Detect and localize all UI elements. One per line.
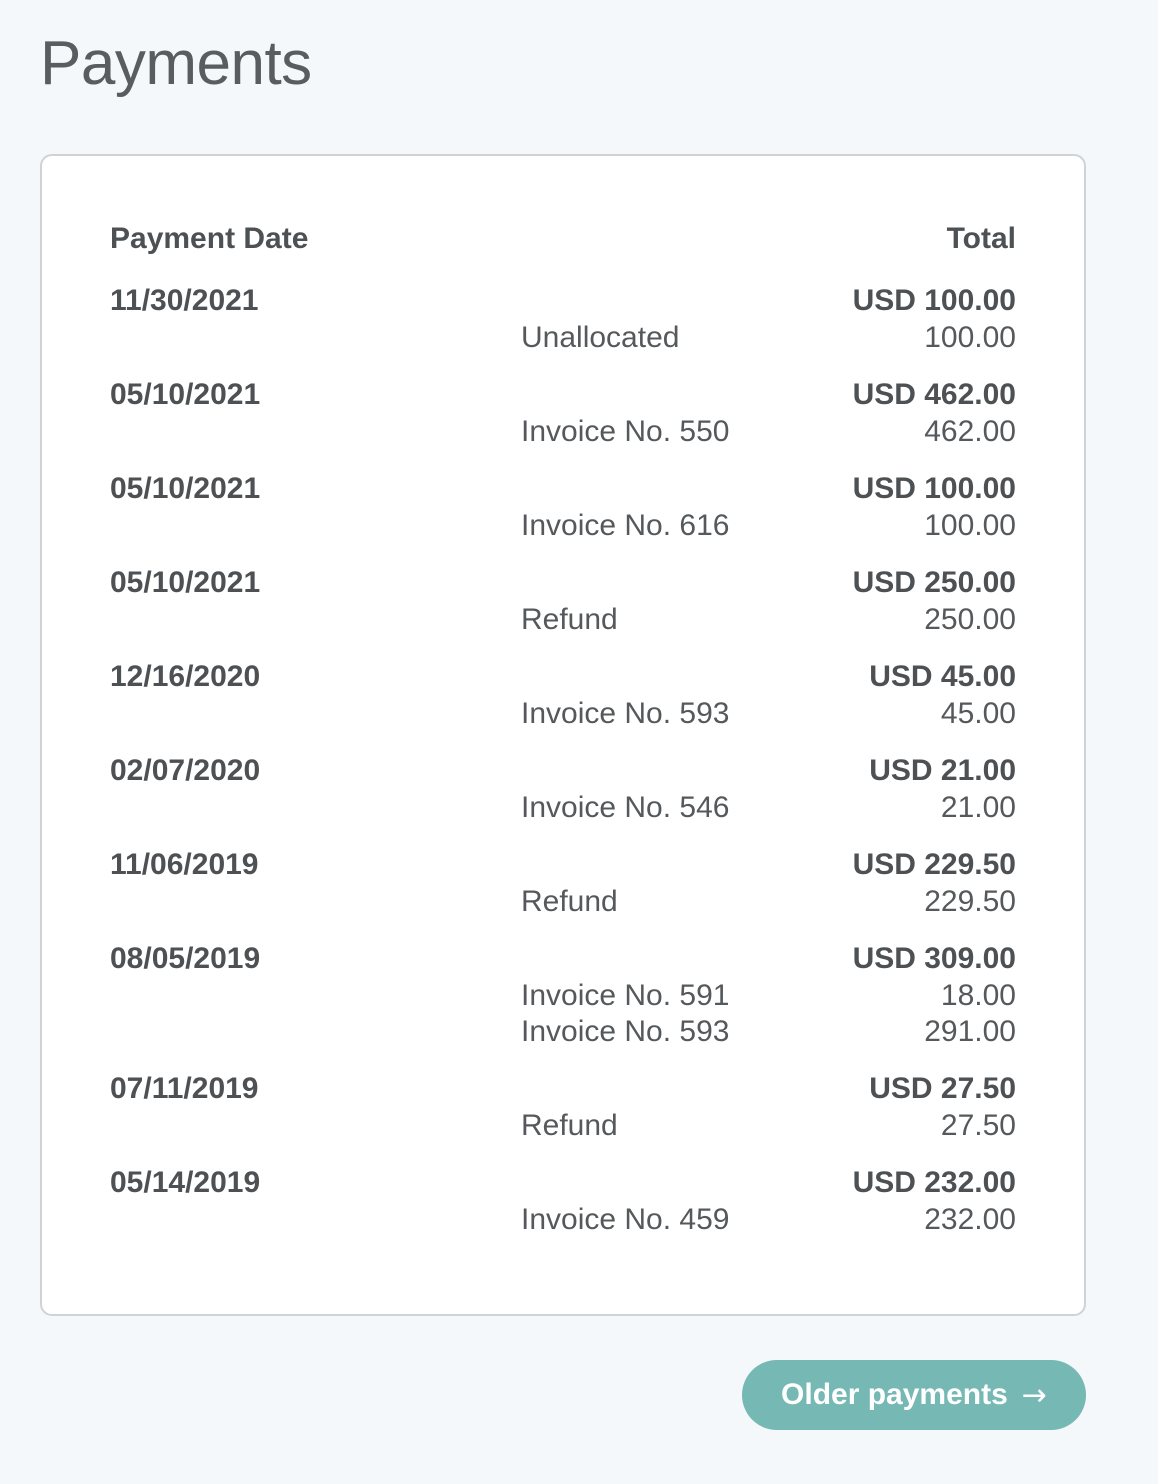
allocation-row [110, 320, 1016, 356]
payment-row [110, 752, 1016, 826]
allocation-amount: 45.00 [940, 697, 1016, 730]
allocation-label: Unallocated [521, 321, 680, 354]
payment-total: USD 309.00 [852, 942, 1016, 975]
payment-row [110, 376, 1016, 450]
allocation-amount: 100.00 [924, 509, 1016, 542]
allocation-label: Invoice No. 546 [521, 791, 730, 824]
payment-summary [110, 470, 1016, 508]
allocation-row [110, 790, 1016, 826]
allocation-amount: 232.00 [924, 1203, 1016, 1236]
payment-row [110, 564, 1016, 638]
payment-date: 11/06/2019 [110, 848, 259, 881]
allocation-amount: 18.00 [940, 979, 1016, 1012]
allocation-amount: 250.00 [924, 603, 1016, 636]
payments-table [110, 222, 1016, 1258]
allocation-label: Refund [521, 1109, 618, 1142]
payment-total: USD 462.00 [852, 378, 1016, 411]
payment-row [110, 282, 1016, 356]
payment-summary [110, 282, 1016, 320]
allocation-row [110, 602, 1016, 638]
payment-total: USD 250.00 [852, 566, 1016, 599]
allocation-amount: 229.50 [924, 885, 1016, 918]
allocation-row [110, 508, 1016, 544]
payment-date: 05/10/2021 [110, 566, 261, 599]
payment-row [110, 1164, 1016, 1238]
payment-summary [110, 658, 1016, 696]
payment-row [110, 658, 1016, 732]
header-total: Total [946, 222, 1016, 255]
payment-date: 08/05/2019 [110, 942, 261, 975]
older-payments-button[interactable] [742, 1360, 1086, 1430]
allocation-amount: 21.00 [940, 791, 1016, 824]
allocation-label: Refund [521, 603, 618, 636]
older-payments-label: Older payments [781, 1378, 1008, 1411]
payment-date: 11/30/2021 [110, 284, 259, 317]
payment-summary [110, 940, 1016, 978]
payment-total: USD 21.00 [869, 754, 1016, 787]
allocation-label: Invoice No. 591 [521, 979, 730, 1012]
payments-list [110, 282, 1016, 1238]
payment-total: USD 229.50 [852, 848, 1016, 881]
payment-date: 05/10/2021 [110, 472, 261, 505]
allocation-row [110, 1108, 1016, 1144]
payment-total: USD 27.50 [869, 1072, 1016, 1105]
allocation-row [110, 884, 1016, 920]
table-header [110, 222, 1016, 262]
allocation-amount: 462.00 [924, 415, 1016, 448]
allocation-row [110, 696, 1016, 732]
allocation-label: Invoice No. 616 [521, 509, 730, 542]
payment-total: USD 100.00 [852, 284, 1016, 317]
allocation-label: Refund [521, 885, 618, 918]
payment-row [110, 940, 1016, 1050]
payment-total: USD 232.00 [852, 1166, 1016, 1199]
allocation-amount: 27.50 [940, 1109, 1016, 1142]
payment-summary [110, 1164, 1016, 1202]
payment-total: USD 45.00 [869, 660, 1016, 693]
payment-date: 02/07/2020 [110, 754, 261, 787]
payment-summary [110, 752, 1016, 790]
header-payment-date: Payment Date [110, 222, 309, 255]
payment-date: 05/10/2021 [110, 378, 261, 411]
allocation-row [110, 978, 1016, 1014]
payment-date: 07/11/2019 [110, 1072, 259, 1105]
allocation-label: Invoice No. 593 [521, 1015, 730, 1048]
payment-date: 12/16/2020 [110, 660, 261, 693]
allocation-amount: 100.00 [924, 321, 1016, 354]
payment-row [110, 1070, 1016, 1144]
payment-total: USD 100.00 [852, 472, 1016, 505]
payment-summary [110, 846, 1016, 884]
payment-summary [110, 1070, 1016, 1108]
allocation-row [110, 1202, 1016, 1238]
payments-card [40, 154, 1086, 1316]
allocation-row [110, 414, 1016, 450]
payment-summary [110, 564, 1016, 602]
allocation-label: Invoice No. 459 [521, 1203, 730, 1236]
arrow-right-icon: → [1021, 1377, 1047, 1413]
allocation-amount: 291.00 [924, 1015, 1016, 1048]
payment-summary [110, 376, 1016, 414]
payment-row [110, 846, 1016, 920]
allocation-label: Invoice No. 593 [521, 697, 730, 730]
payment-row [110, 470, 1016, 544]
payment-date: 05/14/2019 [110, 1166, 261, 1199]
allocation-label: Invoice No. 550 [521, 415, 730, 448]
allocation-row [110, 1014, 1016, 1050]
page-title: Payments [40, 29, 312, 98]
